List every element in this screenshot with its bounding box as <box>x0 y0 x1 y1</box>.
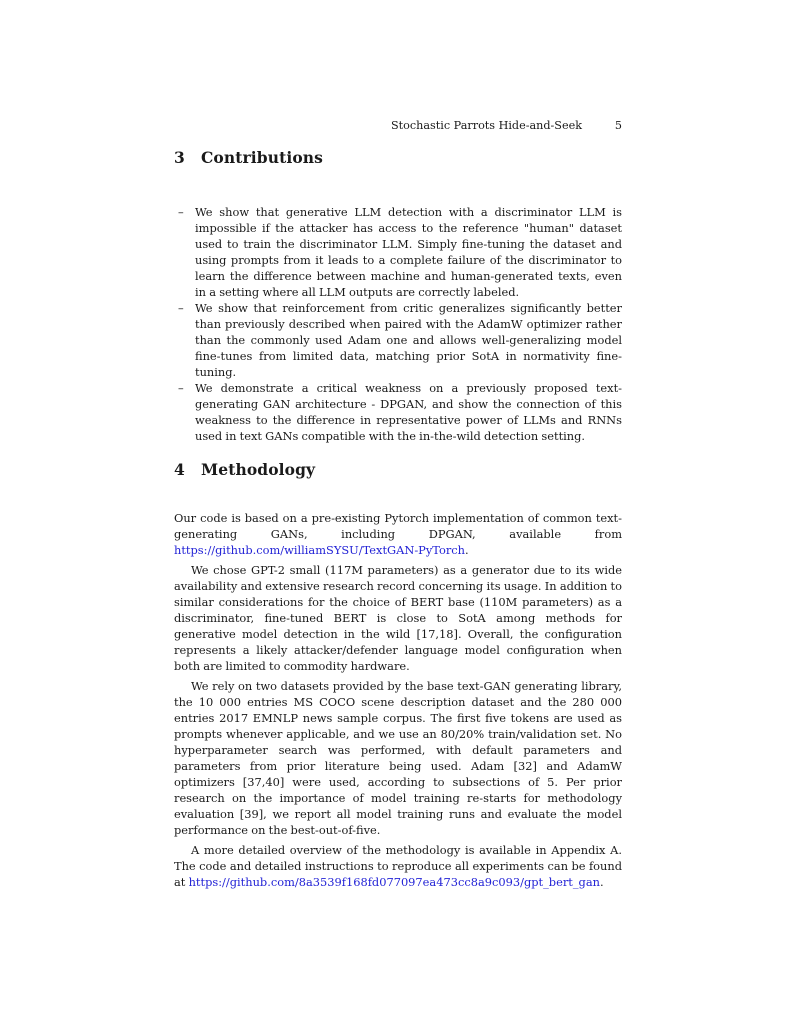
section-title: Contributions <box>201 148 323 167</box>
section-number: 4 <box>174 460 185 479</box>
paragraph <box>174 510 622 558</box>
paragraph <box>174 842 622 890</box>
list-item-text: We show that generative LLM detection with a discriminator LLM is impossible if the attacker has access to the reference "human" dataset used to train the discriminator LLM. Simply fine-tuning the dataset and using prompts from it leads to a complete failure of the discriminator to learn the difference between machine and human-generated texts, even in a setting where all LLM outputs are correctly labeled. <box>195 205 622 299</box>
dash-bullet-icon: – <box>178 301 184 315</box>
page-number: 5 <box>614 119 622 132</box>
textgan-repo-link[interactable]: https://github.com/williamSYSU/TextGAN-PyTorch <box>174 543 466 557</box>
list-item-text: We demonstrate a critical weakness on a previously proposed text-generating GAN architecture - DPGAN, and show the connection of this weakness to the difference in representative power of LLMs and RNNs used in text GANs compatible with the in-the-wild detection setting. <box>195 381 622 443</box>
contributions-list <box>174 204 622 444</box>
running-header <box>174 118 622 134</box>
paragraph-end: . <box>465 543 469 557</box>
section-heading-contributions <box>174 148 323 168</box>
list-item-text: We show that reinforcement from critic generalizes significantly better than previously described when paired with the AdamW optimizer rather than the commonly used Adam one and allows well-generalizing model fine-tunes from limited data, matching prior SotA in normativity fine-tuning. <box>195 301 622 379</box>
section-title: Methodology <box>201 460 316 479</box>
paragraph: We rely on two datasets provided by the base text-GAN generating library, the 10 000 entries MS COCO scene description dataset and the 280 000 entries 2017 EMNLP news sample corpus. The first five tokens are used as prompts whenever applicable, and we use an 80/20% train/validation set. No hyperparameter search was performed, with default parameters and parameters from prior literature being used. Adam [32] and AdamW optimizers [37,40] were used, according to subsections of 5. Per prior research on the importance of model training re-starts for methodology evaluation [39], we report all model training runs and evaluate the model performance on the best-out-of-five. <box>174 679 622 837</box>
paragraph: We chose GPT-2 small (117M parameters) as a generator due to its wide availability and extensive research record concerning its usage. In addition to similar considerations for the choice of BERT base (110M parameters) as a discriminator, fine-tuned BERT is close to SotA among methods for generative model detection in the wild [17,18]. Overall, the configuration represents a likely attacker/defender language model configuration when both are limited to commodity hardware. <box>174 563 622 673</box>
running-title: Stochastic Parrots Hide-and-Seek <box>391 119 582 132</box>
list-item <box>174 380 622 444</box>
list-item <box>174 204 622 300</box>
list-item <box>174 300 622 380</box>
dash-bullet-icon: – <box>178 205 184 219</box>
section-heading-methodology <box>174 460 315 480</box>
paragraph-text: Our code is based on a pre-existing Pytorch implementation of common text-generating GANs, including DPGAN, available from <box>174 511 622 541</box>
paragraph-end: . <box>599 875 604 889</box>
methodology-body <box>174 510 622 894</box>
dash-bullet-icon: – <box>178 381 184 395</box>
section-number: 3 <box>174 148 185 167</box>
gpt-bert-gan-repo-link[interactable]: https://github.com/8a3539f168fd077097ea473cc8a9c093/gpt_bert_gan <box>188 875 600 889</box>
paragraph-text: A more detailed overview of the methodology is available in Appendix A. The code and detailed instructions to reproduce all experiments can be found at <box>174 843 622 889</box>
